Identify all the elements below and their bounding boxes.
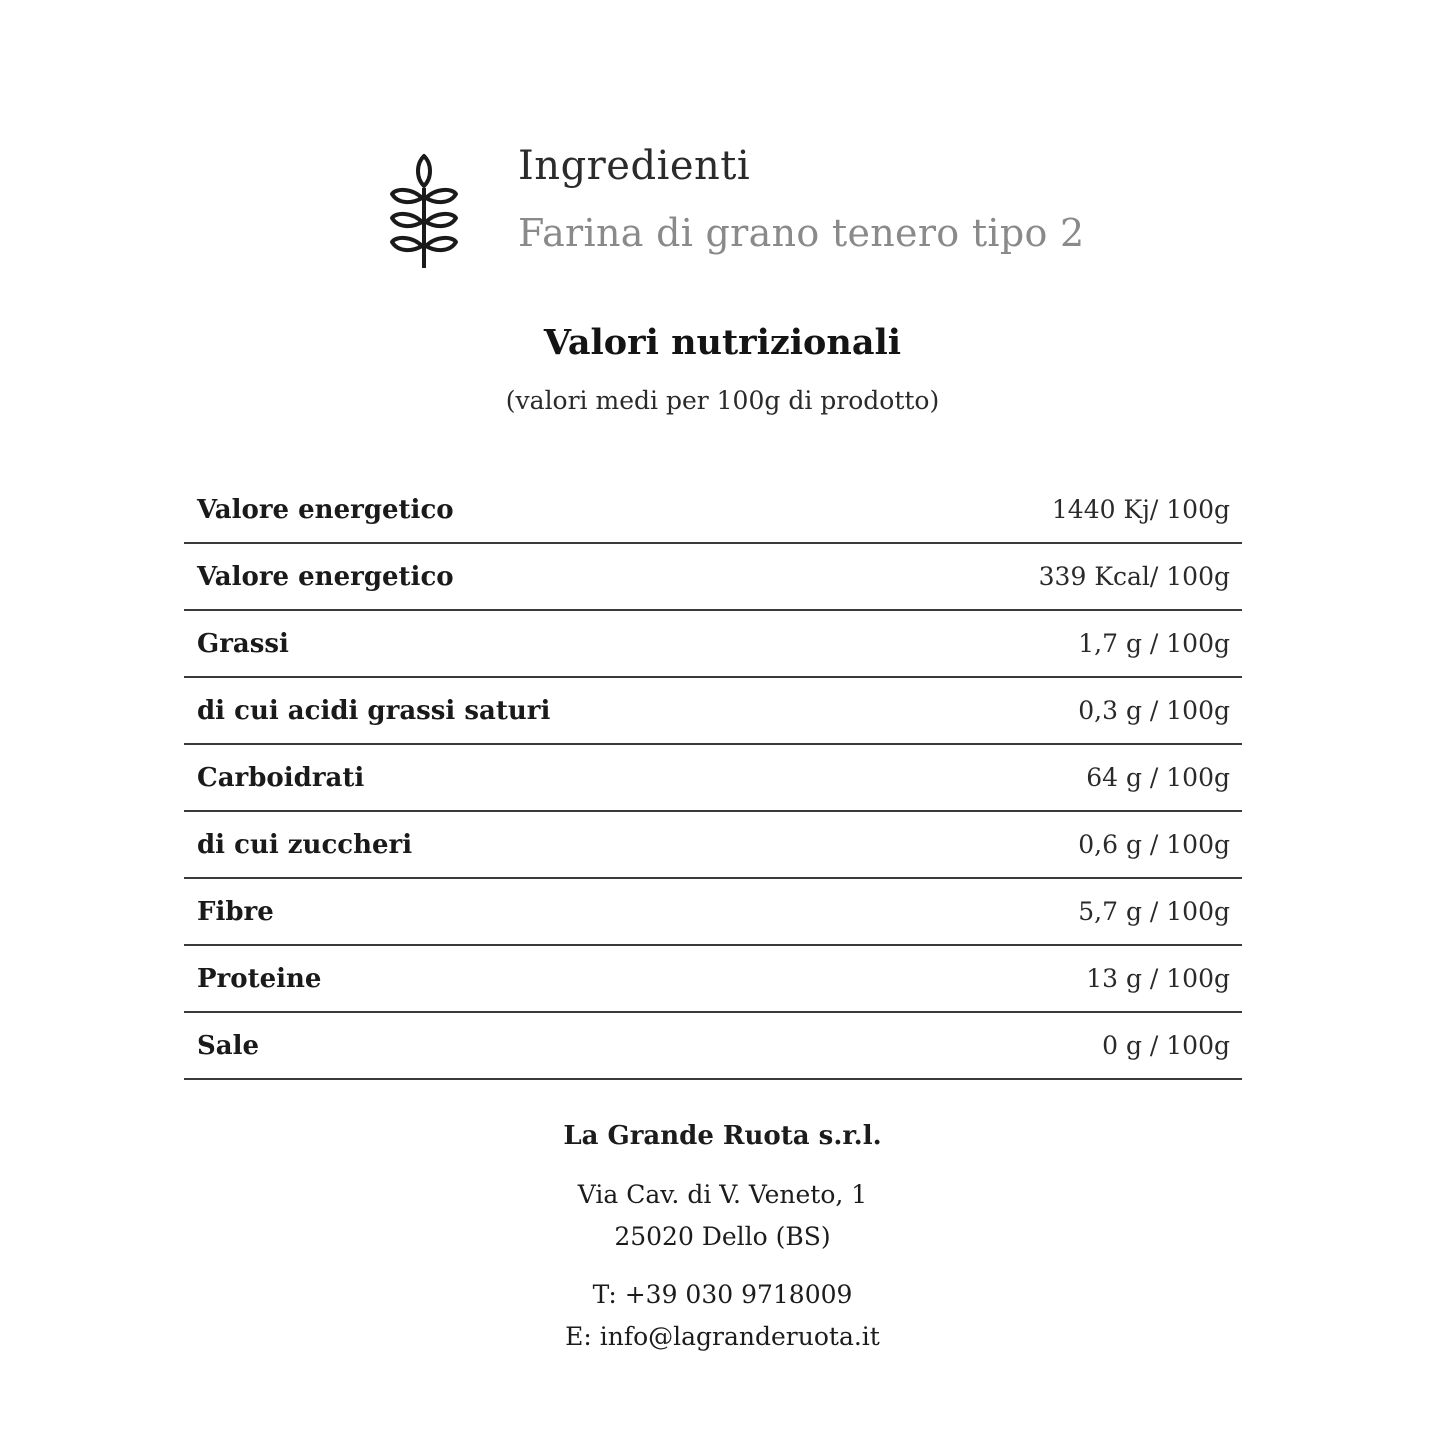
address-line-2: 25020 Dello (BS) xyxy=(614,1222,831,1251)
phone-text: T: +39 030 9718009 xyxy=(592,1280,853,1309)
company-address xyxy=(0,1174,1445,1258)
table-row xyxy=(184,745,1242,812)
nutrition-table xyxy=(184,477,1242,1080)
table-row xyxy=(184,544,1242,611)
table-row xyxy=(184,611,1242,678)
email-text: E: info@lagranderuota.it xyxy=(565,1322,880,1351)
table-row xyxy=(184,1013,1242,1080)
row-value: 64 g / 100g xyxy=(1086,763,1230,792)
table-row xyxy=(184,879,1242,946)
nutrition-title: Valori nutrizionali xyxy=(543,322,902,363)
ingredients-text xyxy=(518,140,1085,258)
row-value: 0 g / 100g xyxy=(1102,1031,1230,1060)
row-label: Valore energetico xyxy=(197,494,454,525)
row-value: 0,6 g / 100g xyxy=(1078,830,1230,859)
table-row xyxy=(184,678,1242,745)
row-label: Fibre xyxy=(197,896,274,927)
wheat-icon xyxy=(388,152,460,272)
nutrition-subtitle: (valori medi per 100g di prodotto) xyxy=(505,386,940,415)
row-value: 339 Kcal/ 100g xyxy=(1038,562,1230,591)
row-label: Grassi xyxy=(197,628,289,659)
ingredients-title: Ingredienti xyxy=(518,143,751,189)
row-value: 0,3 g / 100g xyxy=(1078,696,1230,725)
ingredients-section xyxy=(388,140,1085,272)
row-label: Sale xyxy=(197,1030,260,1061)
row-value: 5,7 g / 100g xyxy=(1078,897,1230,926)
row-label: Carboidrati xyxy=(197,762,365,793)
row-label: di cui zuccheri xyxy=(197,829,413,860)
row-value: 1440 Kj/ 100g xyxy=(1051,495,1230,524)
row-label: Valore energetico xyxy=(197,561,454,592)
table-row xyxy=(184,477,1242,544)
company-name: La Grande Ruota s.r.l. xyxy=(563,1121,882,1151)
row-label: di cui acidi grassi saturi xyxy=(197,695,551,726)
company-footer xyxy=(0,1116,1445,1358)
address-line-1: Via Cav. di V. Veneto, 1 xyxy=(577,1180,868,1209)
row-value: 1,7 g / 100g xyxy=(1078,629,1230,658)
table-row xyxy=(184,812,1242,879)
table-row xyxy=(184,946,1242,1013)
company-contact xyxy=(0,1274,1445,1358)
row-label: Proteine xyxy=(197,963,322,994)
row-value: 13 g / 100g xyxy=(1086,964,1230,993)
ingredients-value: Farina di grano tenero tipo 2 xyxy=(518,211,1085,255)
